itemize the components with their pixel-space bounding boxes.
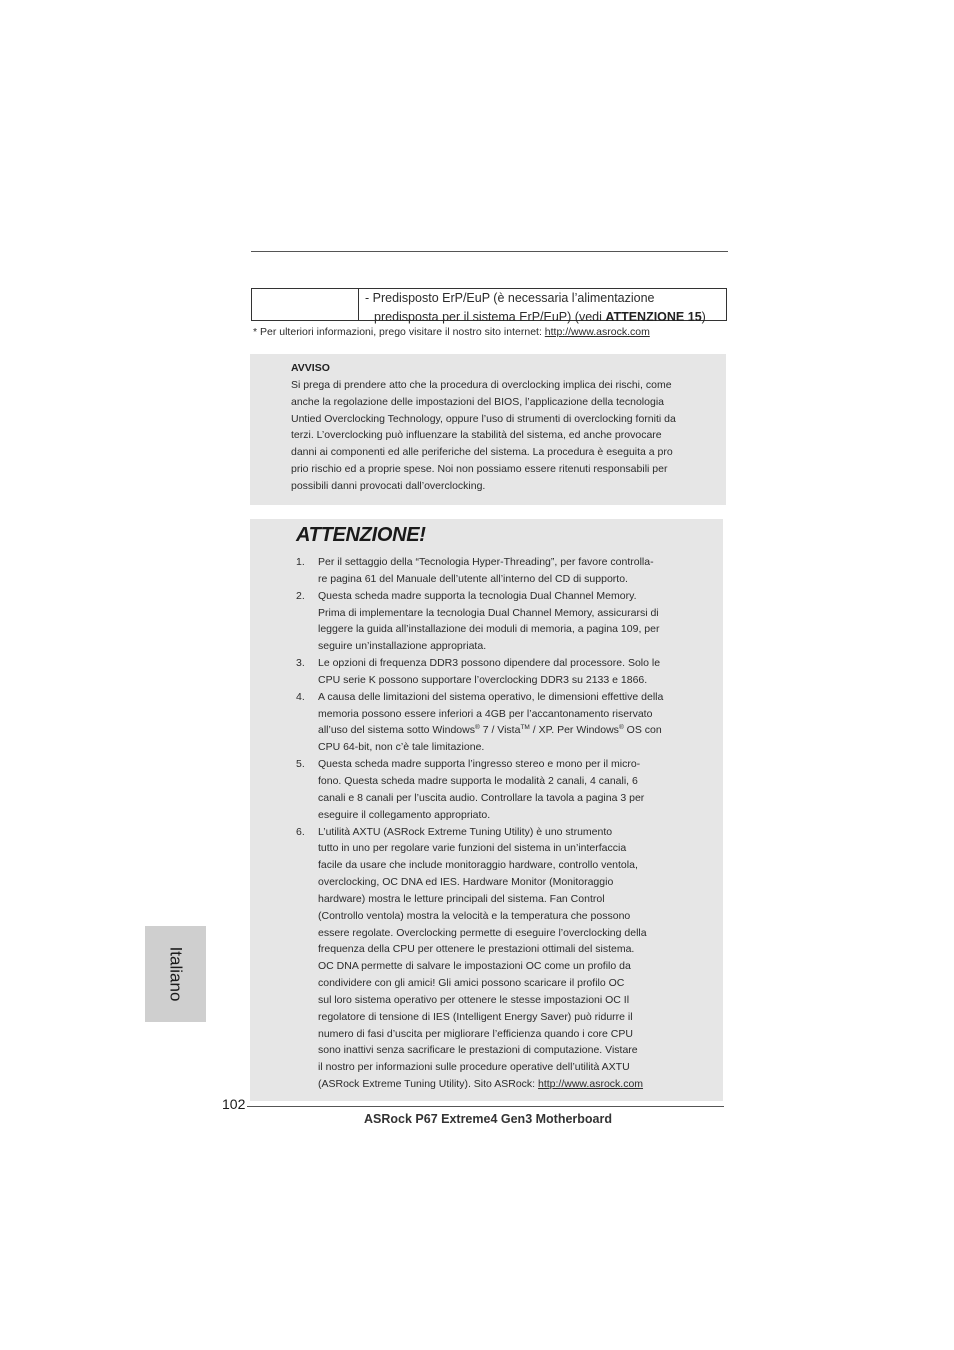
page-number: 102 xyxy=(222,1096,246,1112)
list-item xyxy=(250,655,723,689)
avviso-line: danni ai componenti ed alle periferiche del sistema. La procedura è eseguita a pro xyxy=(291,446,673,459)
item-number: 4. xyxy=(296,690,305,703)
item-line: Questa scheda madre supporta la tecnologia Dual Channel Memory. xyxy=(318,589,637,602)
item-line: CPU serie K possono supportare l’overclocking DDR3 su 2133 e 1866. xyxy=(318,673,648,686)
trademark-mark: TM xyxy=(520,724,530,732)
avviso-box xyxy=(250,354,726,505)
registered-mark: ® xyxy=(618,724,624,732)
spec-table xyxy=(251,288,727,324)
item-line: Per il settaggio della “Tecnologia Hyper-Threading”, per favore controlla- xyxy=(318,556,654,568)
item-line: condividere con gli amici! Gli amici possono scaricare il profilo OC xyxy=(318,977,625,990)
item-line: A causa delle limitazioni del sistema operativo, le dimensioni effettive della xyxy=(318,690,664,703)
asrock-link[interactable]: http://www.asrock.com xyxy=(538,1078,644,1091)
attenzione-heading: ATTENZIONE! xyxy=(296,524,426,546)
item-line: essere regolate. Overclocking permette di eseguire l’overclocking della xyxy=(318,926,647,939)
avviso-line: prio rischio ed a proprie spese. Noi non possiamo essere ritenuti responsabili per xyxy=(291,462,668,475)
item-line: memoria possono essere inferiori a 4GB per l’accantonamento riservato xyxy=(318,707,653,720)
item-line: overclocking, OC DNA ed IES. Hardware Monitor (Monitoraggio xyxy=(318,876,614,889)
item-number: 5. xyxy=(296,758,305,771)
item-line-part: / XP. Per Windows xyxy=(529,724,619,737)
avviso-line: Untied Overclocking Technology, oppure l’uso di strumenti di overclocking forniti da xyxy=(291,412,676,425)
spec-label-cell xyxy=(252,289,359,320)
item-line-part: all’uso del sistema sotto Windows xyxy=(318,724,475,737)
list-item xyxy=(250,588,723,655)
spec-line-2-text: predisposta per il sistema ErP/EuP) (vedi xyxy=(374,310,606,324)
item-line: tutto in uno per regolare varie funzioni del sistema in un’interfaccia xyxy=(318,842,627,855)
footnote-text: * Per ulteriori informazioni, prego visitare il nostro sito internet: xyxy=(253,326,545,338)
item-line: sono inattivi senza sacrificare le prestazioni di computazione. Vistare xyxy=(318,1044,638,1057)
item-line-part: (ASRock Extreme Tuning Utility). Sito ASRock: xyxy=(318,1078,538,1091)
list-item xyxy=(250,756,723,823)
item-line: facile da usare che include monitoraggio hardware, controllo ventola, xyxy=(318,859,638,872)
item-line: numero di fasi d’uscita per migliorare l’efficienza quando i core CPU xyxy=(318,1027,633,1040)
item-number: 2. xyxy=(296,589,305,602)
item-line: Le opzioni di frequenza DDR3 possono dipendere dal processore. Solo le xyxy=(318,657,661,670)
footer-title: ASRock P67 Extreme4 Gen3 Motherboard xyxy=(364,1112,612,1126)
spec-line-2-bold: ATTENZIONE 15 xyxy=(605,310,702,324)
item-line: Questa scheda madre supporta l’ingresso stereo e mono per il micro- xyxy=(318,758,641,771)
item-line: L’utilità AXTU (ASRock Extreme Tuning Utility) è uno strumento xyxy=(318,825,613,838)
spec-line-2-suffix: ) xyxy=(701,310,706,324)
attenzione-list xyxy=(250,554,723,1093)
avviso-line: Si prega di prendere atto che la procedura di overclocking implica dei rischi, come xyxy=(291,379,672,391)
item-line: Prima di implementare la tecnologia Dual Channel Memory, assicurarsi di xyxy=(318,606,659,619)
registered-mark: ® xyxy=(474,724,480,732)
item-line: frequenza della CPU per ottenere le prestazioni ottimali del sistema. xyxy=(318,943,635,956)
spec-line-1: - Predisposto ErP/EuP (è necessaria l’alimentazione xyxy=(365,291,655,305)
item-line: il nostro per informazioni sulle procedure operative dell’utilità AXTU xyxy=(318,1061,630,1074)
attenzione-box xyxy=(250,519,723,1101)
item-line: fono. Questa scheda madre supporta le modalità 2 canali, 4 canali, 6 xyxy=(318,774,638,787)
item-line: (Controllo ventola) mostra la velocità e la temperatura che possono xyxy=(318,909,631,922)
item-line xyxy=(318,1076,723,1093)
avviso-body xyxy=(291,377,711,495)
item-line: regolatore di tensione di IES (Intelligent Energy Saver) può ridurre il xyxy=(318,1010,633,1023)
list-item xyxy=(250,554,723,588)
avviso-title: AVVISO xyxy=(291,362,330,374)
item-number: 6. xyxy=(296,825,305,838)
spec-value-cell xyxy=(359,289,726,324)
item-line: sul loro sistema operativo per ottenere le stesse impostazioni OC Il xyxy=(318,993,630,1006)
item-line: hardware) mostra le letture principali del sistema. Fan Control xyxy=(318,892,605,905)
item-line: OC DNA permette di salvare le impostazioni OC come un profilo da xyxy=(318,960,631,973)
footnote-link[interactable]: http://www.asrock.com xyxy=(544,326,650,338)
item-line xyxy=(318,722,723,739)
language-side-tab xyxy=(145,926,206,1022)
list-item xyxy=(250,689,723,756)
item-line: leggere la guida all’installazione dei moduli di memoria, a pagina 109, per xyxy=(318,623,660,636)
item-line: eseguire il collegamento appropriato. xyxy=(318,808,491,821)
item-line-part: OS con xyxy=(623,724,662,737)
item-line: seguire un’installazione appropriata. xyxy=(318,640,487,653)
bottom-divider xyxy=(247,1106,724,1107)
item-line-part: 7 / Vista xyxy=(479,724,521,737)
list-item xyxy=(250,824,723,1094)
item-number: 3. xyxy=(296,657,305,670)
item-number: 1. xyxy=(296,556,305,568)
item-line: CPU 64-bit, non c’è tale limitazione. xyxy=(318,741,485,754)
avviso-line: terzi. L’overclocking può influenzare la stabilità del sistema, ed anche provocare xyxy=(291,429,662,442)
avviso-line: possibili danni provocati dall’overclocking. xyxy=(291,479,486,492)
avviso-line: anche la regolazione delle impostazioni del BIOS, l’applicazione della tecnologia xyxy=(291,395,664,408)
footnote xyxy=(253,325,650,339)
item-line: canali e 8 canali per l’uscita audio. Controllare la tavola a pagina 3 per xyxy=(318,791,645,804)
language-label: Italiano xyxy=(166,946,186,1002)
top-divider xyxy=(251,251,728,252)
item-line: re pagina 61 del Manuale dell’utente all’interno del CD di supporto. xyxy=(318,572,628,585)
